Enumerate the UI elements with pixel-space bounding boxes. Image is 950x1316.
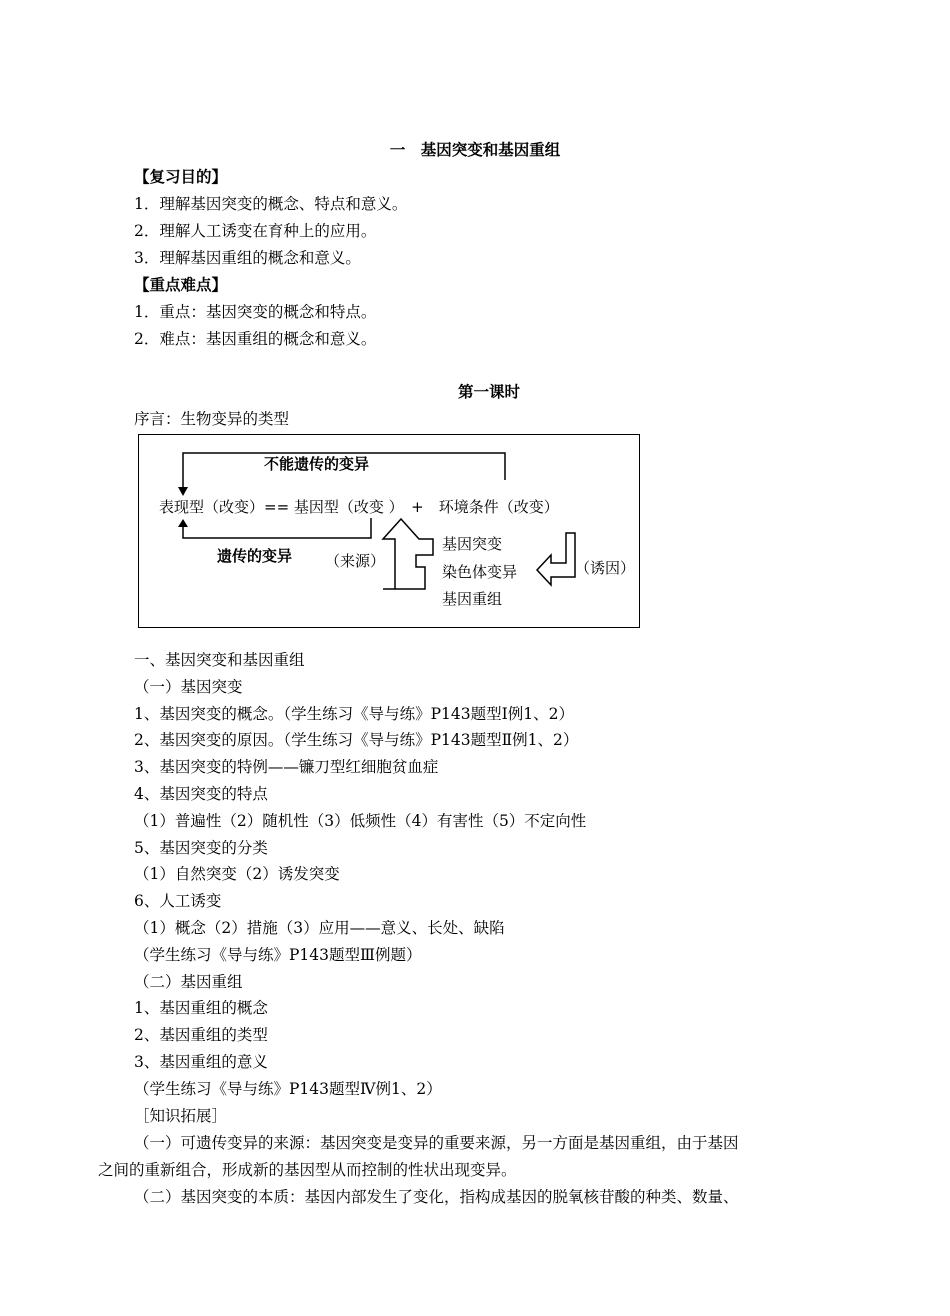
body-line: （1）概念（2）措施（3）应用——意义、长处、缺陷 [134, 919, 505, 937]
arrowhead-up [178, 519, 188, 527]
body-line: （二）基因重组 [134, 973, 243, 991]
body-line: （学生练习《导与练》P143题型Ⅳ例1、2） [134, 1080, 442, 1098]
heritable-arrow [183, 518, 371, 538]
body-line: 一、基因突变和基因重组 [134, 651, 305, 669]
inducement-label: （诱因） [575, 559, 636, 577]
body-line: 2、基因重组的类型 [134, 1026, 268, 1044]
body-line: 3、基因突变的特例——镰刀型红细胞贫血症 [134, 758, 439, 776]
key-points-heading: 【重点难点】 [134, 276, 228, 294]
inducement-block-arrow [537, 533, 575, 585]
source-block-arrow [383, 519, 433, 589]
extension-paragraph-2-line-1: （二）基因突变的本质：基因内部发生了变化，指构成基因的脱氧核苷酸的种类、数量、 [134, 1188, 739, 1206]
equation-text: 表现型（改变）== 基因型（改变 ） + 环境条件（改变） [159, 498, 559, 516]
heritable-label: 遗传的变异 [217, 547, 293, 565]
body-line: 1、基因突变的概念。（学生练习《导与练》P143题型Ⅰ例1、2） [134, 705, 574, 723]
body-line: 5、基因突变的分类 [134, 839, 268, 857]
review-goal-item: 1．理解基因突变的概念、特点和意义。 [134, 195, 408, 213]
key-point-item: 2．难点：基因重组的概念和意义。 [134, 330, 377, 348]
source-gene-mutation: 基因突变 [442, 535, 503, 553]
diagram-arrows [139, 435, 641, 629]
body-line: 4、基因突变的特点 [134, 785, 268, 803]
lesson-title: 第一课时 [458, 383, 521, 401]
body-line: （一）基因突变 [134, 678, 243, 696]
extension-paragraph-1-line-1: （一）可遗传变异的来源：基因突变是变异的重要来源，另一方面是基因重组，由于基因 [134, 1134, 739, 1152]
extension-paragraph-1-line-2: 之间的重新组合，形成新的基因型从而控制的性状出现变异。 [98, 1161, 517, 1179]
body-line: （1）自然突变（2）诱发突变 [134, 865, 340, 883]
body-line: 1、基因重组的概念 [134, 999, 268, 1017]
review-goal-item: 2．理解人工诱变在育种上的应用。 [134, 222, 377, 240]
source-chromosome-variation: 染色体变异 [442, 563, 518, 581]
source-label: （来源） [325, 552, 386, 570]
key-point-item: 1．重点：基因突变的概念和特点。 [134, 303, 377, 321]
body-line: （学生练习《导与练》P143题型Ⅲ例题） [134, 946, 422, 964]
body-line: 2、基因突变的原因。（学生练习《导与练》P143题型Ⅱ例1、2） [134, 731, 579, 749]
review-goal-item: 3．理解基因重组的概念和意义。 [134, 249, 361, 267]
body-line: 6、人工诱变 [134, 892, 222, 910]
source-gene-recombination: 基因重组 [442, 590, 503, 608]
non-heritable-label: 不能遗传的变异 [264, 455, 370, 473]
arrowhead-down [178, 487, 188, 496]
preface: 序言：生物变异的类型 [134, 410, 290, 428]
page-title: 一 基因突变和基因重组 [389, 141, 561, 159]
variation-types-diagram [138, 434, 640, 628]
body-line: （1）普遍性（2）随机性（3）低频性（4）有害性（5）不定向性 [134, 812, 587, 830]
body-line: ［知识拓展］ [134, 1107, 228, 1125]
review-goals-heading: 【复习目的】 [134, 168, 228, 186]
body-line: 3、基因重组的意义 [134, 1053, 268, 1071]
